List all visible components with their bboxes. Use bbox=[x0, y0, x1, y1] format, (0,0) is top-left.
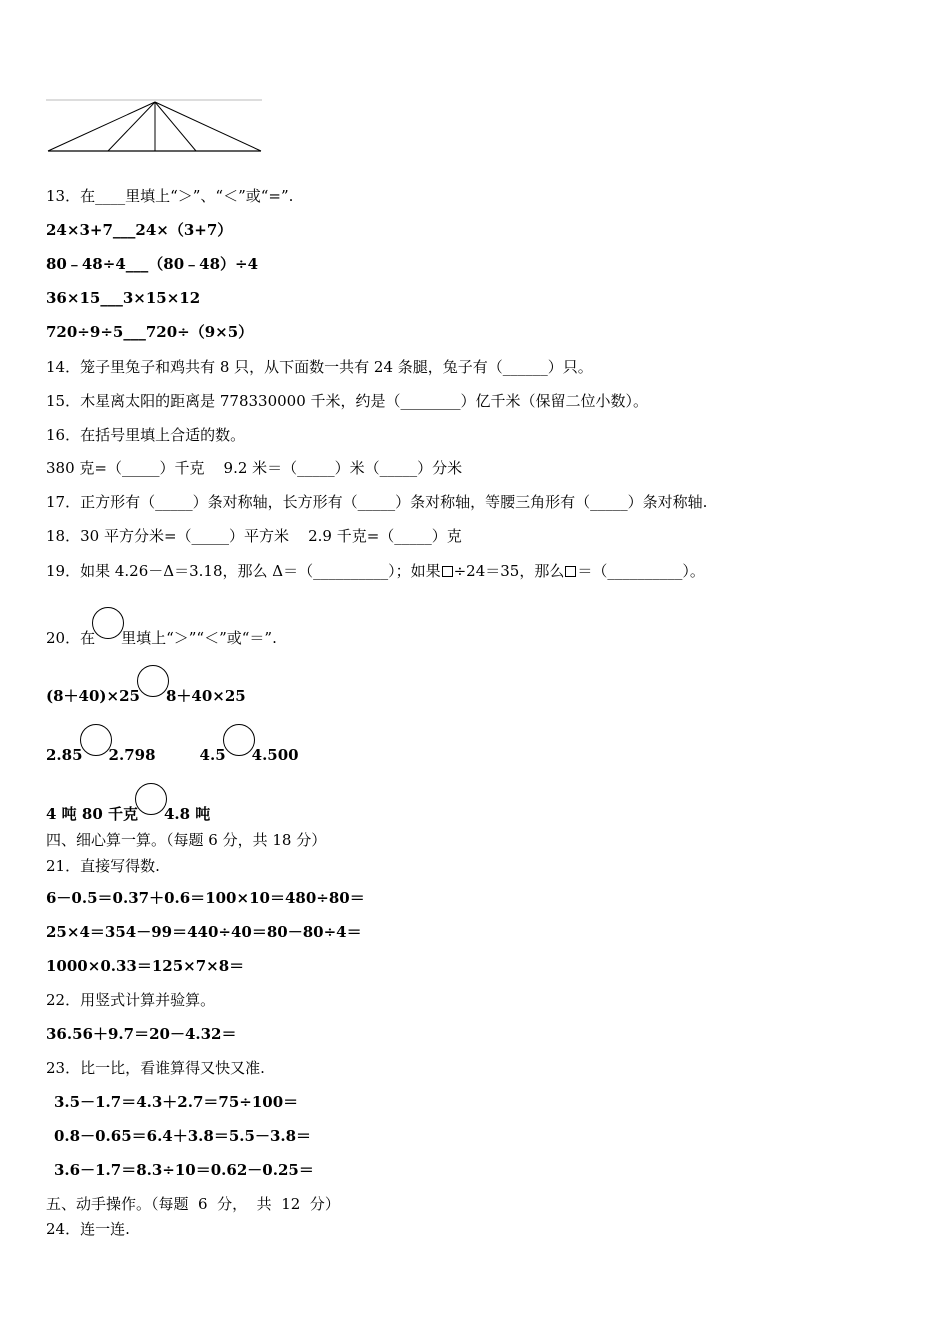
q13-title: 13．在____里填上“＞”、“＜”或“=”. bbox=[46, 187, 294, 205]
q19-part-c: ＝（__________）。 bbox=[577, 562, 705, 580]
square-icon bbox=[442, 566, 453, 577]
q20-r2-right: 2.798 bbox=[108, 746, 156, 764]
q21-row-1 bbox=[46, 888, 365, 908]
q21-row-2 bbox=[46, 922, 362, 942]
q20-title bbox=[46, 607, 277, 648]
q20-r2-right-2: 4.500 bbox=[251, 746, 299, 764]
q20-pre: 20．在 bbox=[46, 629, 96, 647]
q20-r3-right: 4.8 吨 bbox=[163, 805, 211, 823]
q20-r1-right: 8＋40×25 bbox=[165, 687, 246, 705]
q23-r3-c3: 0.62－0.25＝ bbox=[210, 1161, 314, 1179]
q23-r1-c3: 75÷100＝ bbox=[218, 1093, 299, 1111]
q13-item-3: 36×15___3×15×12 bbox=[46, 289, 201, 307]
q23-title: 23．比一比，看谁算得又快又准. bbox=[46, 1059, 265, 1077]
ray-4 bbox=[155, 102, 196, 151]
q23-r2-c3: 5.5－3.8＝ bbox=[228, 1127, 312, 1145]
q21-r2-c3: 440÷40＝ bbox=[187, 923, 267, 941]
q23-r1-c2: 4.3＋2.7＝ bbox=[136, 1093, 219, 1111]
q23-r2-c1: 0.8－0.65＝ bbox=[54, 1127, 147, 1145]
q19 bbox=[46, 561, 705, 581]
circle-icon bbox=[80, 724, 112, 756]
q22-r1-c1: 36.56＋9.7＝ bbox=[46, 1025, 150, 1043]
triangle-figure bbox=[0, 0, 950, 170]
q21-r2-c2: 354－99＝ bbox=[104, 923, 188, 941]
q13-item-4: 720÷9÷5___720÷（9×5） bbox=[46, 323, 254, 341]
q20-post: 里填上“＞”“＜”或“＝”. bbox=[121, 629, 277, 647]
section-5-heading: 五、动手操作。（每题 6 分， 共 12 分） bbox=[46, 1195, 340, 1213]
section-4-heading: 四、细心算一算。（每题 6 分，共 18 分） bbox=[46, 831, 327, 849]
q13-item-1: 24×3+7___24×（3+7） bbox=[46, 221, 233, 239]
q16-title: 16．在括号里填上合适的数。 bbox=[46, 426, 246, 444]
q21-title: 21．直接写得数. bbox=[46, 857, 160, 875]
q22-r1-c2: 20－4.32＝ bbox=[149, 1025, 237, 1043]
q19-part-a: 19．如果 4.26－Δ＝3.18，那么 Δ＝（__________）；如果 bbox=[46, 562, 441, 580]
ray-2 bbox=[108, 102, 155, 151]
q20-row-1 bbox=[46, 665, 246, 706]
circle-icon bbox=[137, 665, 169, 697]
q18: 18．30 平方分米=（_____）平方米 2.9 千克=（_____）克 bbox=[46, 527, 462, 545]
q16-line: 380 克=（_____）千克 9.2 米＝（_____）米（_____）分米 bbox=[46, 459, 463, 477]
q20-row-3 bbox=[46, 783, 210, 824]
q17: 17．正方形有（_____）条对称轴，长方形有（_____）条对称轴，等腰三角形有（_____）条对称轴. bbox=[46, 493, 708, 511]
q24: 24．连一连. bbox=[46, 1220, 130, 1238]
q21-r1-c3: 100×10＝ bbox=[205, 889, 285, 907]
q19-part-b: ÷24＝35，那么 bbox=[453, 562, 565, 580]
ray-5 bbox=[155, 102, 261, 151]
q21-r3-c2: 125×7×8＝ bbox=[151, 957, 245, 975]
ray-1 bbox=[48, 102, 155, 151]
q15: 15．木星离太阳的距离是 778330000 千米，约是（________）亿千米（保留二位小数）。 bbox=[46, 392, 649, 410]
q22-title: 22．用竖式计算并验算。 bbox=[46, 991, 216, 1009]
square-icon bbox=[565, 566, 576, 577]
q23-row-1 bbox=[54, 1092, 298, 1112]
q23-row-2 bbox=[54, 1126, 311, 1146]
circle-icon bbox=[92, 607, 124, 639]
q21-r1-c1: 6－0.5＝ bbox=[46, 889, 113, 907]
q20-row-2 bbox=[46, 724, 299, 765]
q22-row-1 bbox=[46, 1024, 237, 1044]
q20-r2-left: 2.85 bbox=[46, 746, 83, 764]
q23-r2-c2: 6.4＋3.8＝ bbox=[146, 1127, 229, 1145]
q20-r2-left-2: 4.5 bbox=[199, 746, 226, 764]
q21-r1-c2: 0.37＋0.6＝ bbox=[112, 889, 206, 907]
q13-item-2: 80﹣48÷4___（80﹣48）÷4 bbox=[46, 255, 259, 273]
q23-r1-c1: 3.5－1.7＝ bbox=[54, 1093, 137, 1111]
q21-r2-c1: 25×4＝ bbox=[46, 923, 105, 941]
circle-icon bbox=[223, 724, 255, 756]
q21-row-3 bbox=[46, 956, 244, 976]
q21-r3-c1: 1000×0.33＝ bbox=[46, 957, 152, 975]
circle-icon bbox=[135, 783, 167, 815]
q21-r2-c4: 80－80÷4＝ bbox=[266, 923, 362, 941]
q21-r1-c4: 480÷80＝ bbox=[284, 889, 365, 907]
q20-r3-left: 4 吨 80 千克 bbox=[46, 805, 138, 823]
q23-r3-c1: 3.6－1.7＝ bbox=[54, 1161, 137, 1179]
q20-r1-left: (8＋40)×25 bbox=[46, 687, 140, 705]
q14: 14．笼子里兔子和鸡共有 8 只，从下面数一共有 24 条腿，兔子有（______）只。 bbox=[46, 358, 593, 376]
q23-row-3 bbox=[54, 1160, 314, 1180]
q23-r3-c2: 8.3÷10＝ bbox=[136, 1161, 211, 1179]
